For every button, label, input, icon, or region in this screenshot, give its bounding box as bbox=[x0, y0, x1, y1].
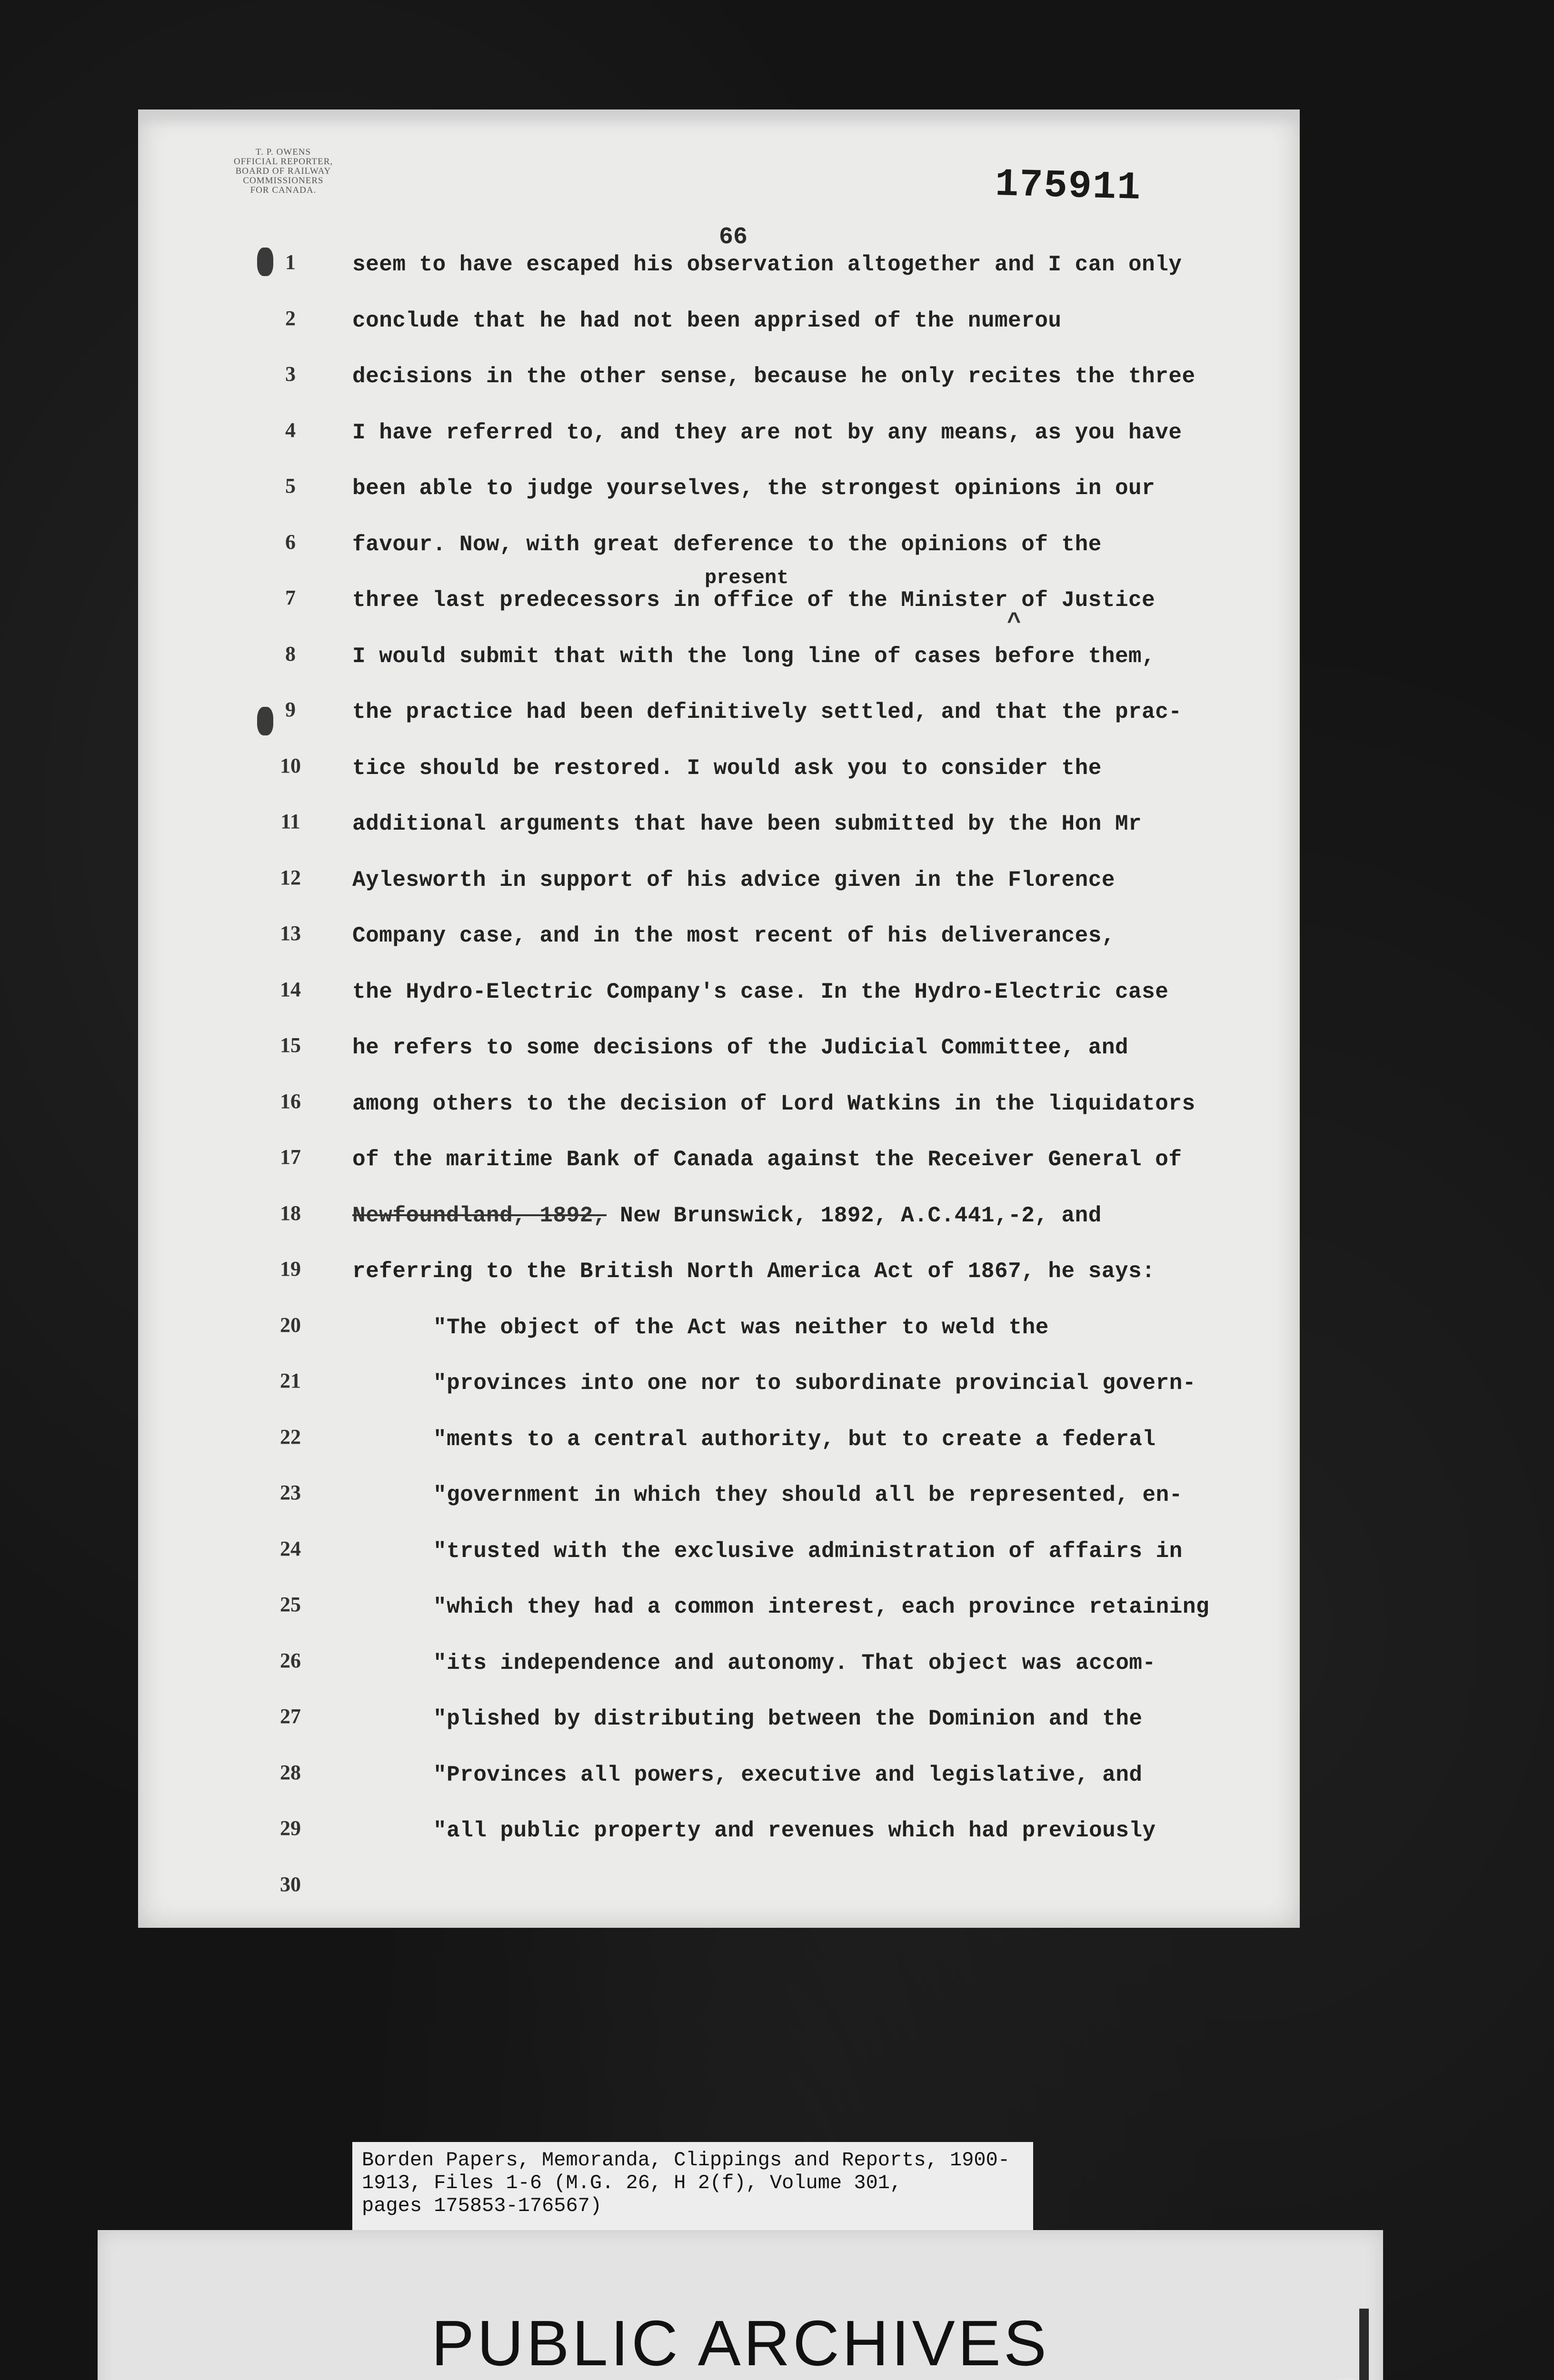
reporter-stamp-line: OFFICIAL REPORTER, bbox=[233, 157, 333, 167]
line-number: 3 bbox=[285, 362, 296, 386]
quote-line: "trusted with the exclusive administration of affairs in bbox=[433, 1538, 1183, 1564]
page-number: 66 bbox=[719, 224, 748, 251]
citation-line: 1913, Files 1-6 (M.G. 26, H 2(f), Volume 301, bbox=[362, 2172, 902, 2194]
text-line: tice should be restored. I would ask you to consider the bbox=[352, 755, 1102, 781]
quote-line: "provinces into one nor to subordinate provincial govern- bbox=[433, 1371, 1196, 1396]
line-number: 4 bbox=[285, 418, 296, 442]
text-line: three last predecessors in office of the Minister of Justice bbox=[352, 588, 1156, 613]
line-number: 28 bbox=[280, 1760, 301, 1784]
line-number: 23 bbox=[280, 1481, 301, 1504]
archive-logo-icon bbox=[1324, 2375, 1369, 2380]
line-number: 27 bbox=[280, 1705, 301, 1728]
text-line: the Hydro-Electric Company's case. In the Hydro-Electric case bbox=[352, 979, 1169, 1004]
quote-line: "its independence and autonomy. That object was accom- bbox=[433, 1650, 1156, 1676]
archive-title-en: PUBLIC ARCHIVES bbox=[431, 2307, 1049, 2379]
quote-line: "ments to a central authority, but to create a federal bbox=[433, 1427, 1156, 1452]
text-line: conclude that he had not been apprised of the numerou bbox=[352, 308, 1062, 333]
citation-line: Borden Papers, Memoranda, Clippings and Reports, 1900- bbox=[362, 2149, 1010, 2172]
line-number: 2 bbox=[285, 306, 296, 330]
text-line: Aylesworth in support of his advice given in the Florence bbox=[352, 867, 1115, 892]
quote-line: "all public property and revenues which had previously bbox=[433, 1818, 1156, 1843]
line-number: 24 bbox=[280, 1537, 301, 1560]
text-line: additional arguments that have been submitted by the Hon Mr bbox=[352, 812, 1142, 836]
reporter-stamp-line: BOARD OF RAILWAY bbox=[235, 166, 331, 176]
line-number: 15 bbox=[280, 1033, 301, 1057]
citation-label bbox=[352, 2142, 1033, 2244]
line-number: 18 bbox=[280, 1201, 301, 1225]
line-number: 13 bbox=[280, 922, 301, 945]
text-line: referring to the British North America Act of 1867, he says: bbox=[352, 1259, 1156, 1284]
text-line: among others to the decision of Lord Watkins in the liquidators bbox=[352, 1091, 1195, 1116]
line-number: 16 bbox=[280, 1089, 301, 1113]
line-number: 30 bbox=[280, 1872, 301, 1896]
text-line bbox=[352, 1203, 1281, 1259]
struck-through-text: Newfoundland, 1892, bbox=[352, 1203, 607, 1228]
line-number: 22 bbox=[280, 1425, 301, 1448]
citation-line: pages 175853-176567) bbox=[362, 2194, 602, 2217]
reporter-stamp-line: T. P. OWENS bbox=[255, 147, 311, 157]
typed-body-text bbox=[352, 252, 1281, 1874]
text-line: been able to judge yourselves, the strongest opinions in our bbox=[352, 476, 1156, 501]
quote-line: "Provinces all powers, executive and legislative, and bbox=[433, 1762, 1143, 1787]
handwritten-insertion: present bbox=[705, 566, 789, 589]
quote-line: "which they had a common interest, each province retaining bbox=[433, 1595, 1210, 1619]
line-number: 29 bbox=[280, 1816, 301, 1840]
line-number: 25 bbox=[280, 1593, 301, 1616]
text-line: he refers to some decisions of the Judicial Committee, and bbox=[352, 1035, 1129, 1060]
text-line: decisions in the other sense, because he only recites the three bbox=[352, 364, 1195, 389]
punch-hole bbox=[257, 248, 273, 276]
line-number: 9 bbox=[285, 698, 296, 721]
line-number: 6 bbox=[285, 530, 296, 554]
line-number-column bbox=[267, 250, 314, 1928]
quote-line: "plished by distributing between the Dominion and the bbox=[433, 1706, 1143, 1731]
insertion-caret: ^ bbox=[1007, 609, 1022, 636]
line-number: 5 bbox=[285, 474, 296, 497]
archive-stamp-number: 175911 bbox=[994, 162, 1142, 211]
quote-line: "government in which they should all be represented, en- bbox=[433, 1483, 1183, 1507]
text-line: Company case, and in the most recent of his deliverances, bbox=[352, 923, 1115, 948]
line-number: 10 bbox=[280, 754, 301, 777]
typed-document-page bbox=[138, 109, 1300, 1928]
line-number: 11 bbox=[280, 810, 300, 833]
line-number: 8 bbox=[285, 642, 296, 665]
text-line: seem to have escaped his observation altogether and I can only bbox=[352, 252, 1182, 277]
text-line: the practice had been definitively settled, and that the prac- bbox=[352, 700, 1182, 724]
label-edge-strip bbox=[1359, 2309, 1369, 2380]
text-line: I would submit that with the long line of cases before them, bbox=[352, 644, 1156, 669]
punch-hole bbox=[257, 707, 273, 735]
line-number: 17 bbox=[280, 1145, 301, 1169]
line-number: 7 bbox=[285, 586, 296, 609]
text-line: I have referred to, and they are not by any means, as you have bbox=[352, 420, 1182, 445]
text-line: of the maritime Bank of Canada against the Receiver General of bbox=[352, 1147, 1182, 1172]
reporter-stamp-line: COMMISSIONERS bbox=[243, 176, 324, 186]
text-line-remainder: New Brunswick, 1892, A.C.441,-2, and bbox=[620, 1203, 1102, 1228]
official-reporter-stamp bbox=[205, 148, 362, 195]
archive-label-card bbox=[98, 2230, 1383, 2380]
line-number: 1 bbox=[285, 250, 296, 274]
text-line: favour. Now, with great deference to the opinions of the bbox=[352, 532, 1102, 557]
line-number: 26 bbox=[280, 1648, 301, 1672]
quote-line: "The object of the Act was neither to weld the bbox=[433, 1315, 1049, 1340]
reporter-stamp-line: FOR CANADA. bbox=[250, 185, 317, 195]
page-edge bbox=[138, 109, 1300, 129]
line-number: 14 bbox=[280, 977, 301, 1001]
line-number: 21 bbox=[280, 1369, 301, 1392]
line-number: 20 bbox=[280, 1313, 301, 1337]
line-number: 19 bbox=[280, 1257, 301, 1280]
line-number: 12 bbox=[280, 865, 301, 889]
